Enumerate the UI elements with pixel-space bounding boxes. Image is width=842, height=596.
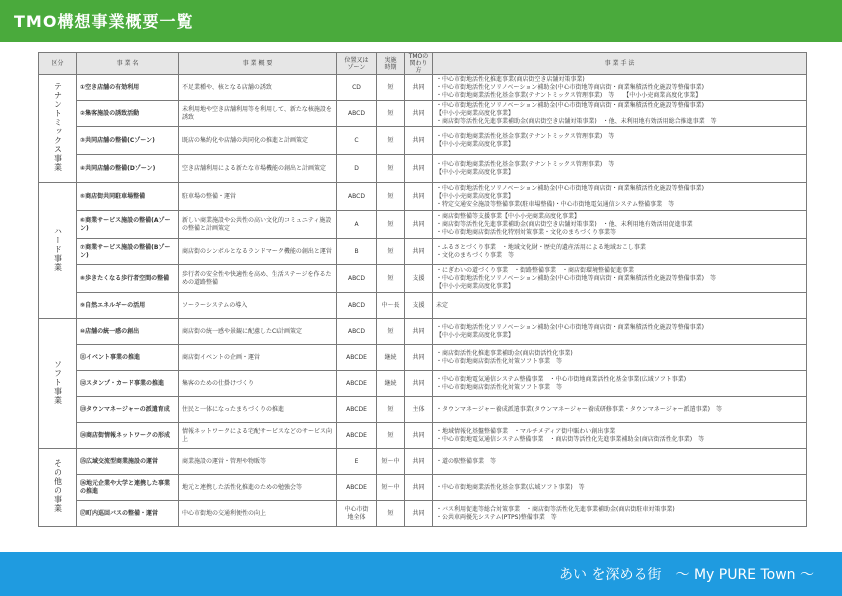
- table-row: [39, 239, 807, 265]
- project-summary-cell: 商業施設の運営・管理や物販等: [179, 449, 337, 475]
- table-row: [39, 127, 807, 155]
- project-summary-cell: 不足業種や、核となる店舗の誘致: [179, 75, 337, 101]
- location-cell: E: [337, 449, 377, 475]
- method-line: ・中心市街地電気通信システム整備事業 ・中心市街地商業活性化基金事業(広域ソフト事業): [436, 375, 687, 383]
- method-line: 【中小小売商業高度化事業】: [436, 331, 515, 339]
- method-line: ・特定交通安全施設等整備事業(駐車場整備)・中心市街地電気通信システム整備事業 等: [436, 200, 675, 208]
- table-header-row: [39, 53, 807, 75]
- project-name-cell: ⑩店舗の統一感の創出: [77, 319, 179, 345]
- method-cell: [433, 371, 807, 397]
- table-body: [39, 75, 807, 527]
- table-row: [39, 475, 807, 501]
- project-summary-cell: 既店の集約化や店舗の共同化の推進と計画策定: [179, 127, 337, 155]
- project-name-cell: ⑫スタンプ・カード事業の推進: [77, 371, 179, 397]
- tmo-role-cell: 共同: [405, 127, 433, 155]
- tmo-role-cell: 共同: [405, 101, 433, 127]
- timing-cell: 短: [377, 501, 405, 527]
- project-name-cell: ⑰町内巡回バスの整備・運営: [77, 501, 179, 527]
- col-header-tmo: TMOの 関わり方: [405, 53, 433, 75]
- tmo-role-cell: 共同: [405, 239, 433, 265]
- location-cell: ABCDE: [337, 345, 377, 371]
- project-name-cell: ⑦商業サービス施設の整備(Bゾーン): [77, 239, 179, 265]
- method-line: ・中心市街地商店街活性化対策ソフト事業 等: [436, 357, 563, 365]
- method-line: ・中心市街地商業活性化基金事業(テナントミックス管理事業) 等 【中小小売商業高度化事業】: [436, 91, 702, 99]
- project-summary-cell: 商店街のシンボルとなるランドマーク機能の創出と運営: [179, 239, 337, 265]
- tmo-role-cell: 共同: [405, 475, 433, 501]
- col-header-category: 区分: [39, 53, 77, 75]
- method-line: ・中心市街地商店街活性化特別対策事業・文化のまちづくり事業等: [436, 228, 616, 236]
- tmo-role-cell: 主体: [405, 397, 433, 423]
- method-line: 【中小小売商業高度化事業】: [436, 168, 515, 176]
- method-line: 【中小小売商業高度化事業】: [436, 109, 515, 117]
- project-name-cell: ⑬タウンマネージャーの派遣育成: [77, 397, 179, 423]
- method-line: ・商店街整備等支援事業【中小小売商業高度化事業】: [436, 212, 581, 220]
- table-row: [39, 397, 807, 423]
- project-name-cell: ⑤商店街共同駐車場整備: [77, 183, 179, 211]
- location-cell: 中心市街 地全体: [337, 501, 377, 527]
- location-cell: CD: [337, 75, 377, 101]
- project-name-cell: ⑭商店街情報ネットワークの形成: [77, 423, 179, 449]
- timing-cell: 短: [377, 127, 405, 155]
- timing-cell: 短: [377, 155, 405, 183]
- project-name-cell: ⑯地元企業や大学と連携した事業の推進: [77, 475, 179, 501]
- location-cell: ABCD: [337, 265, 377, 293]
- method-cell: [433, 475, 807, 501]
- tmo-role-cell: 共同: [405, 423, 433, 449]
- table-row: [39, 293, 807, 319]
- project-name-cell: ⑨自然エネルギーの活用: [77, 293, 179, 319]
- page-title: TMO構想事業概要一覧: [14, 12, 194, 31]
- tmo-role-cell: 共同: [405, 501, 433, 527]
- col-header-timing: 実施 時期: [377, 53, 405, 75]
- tmo-role-cell: 共同: [405, 75, 433, 101]
- method-line: ・中心市街地活性化ソリノベーション補助金(中心市街地等商店街・商業集積活性化施設等整備事業) 等: [436, 274, 716, 282]
- footer-slogan: あい を深める街 ～ My PURE Town ～: [559, 567, 814, 583]
- col-header-method: 事 業 手 法: [433, 53, 807, 75]
- method-line: 【中小小売商業高度化事業】: [436, 282, 515, 290]
- project-name-cell: ⑮広域交流型商業施設の運営: [77, 449, 179, 475]
- project-summary-cell: 空き店舗利用による新たな市場機能の創出と計画策定: [179, 155, 337, 183]
- method-line: ・中心市街地活性化ソリノベーション補助金(中心市街地等商店街・商業集積活性化施設等整備事業): [436, 83, 704, 91]
- tmo-role-cell: 支援: [405, 293, 433, 319]
- timing-cell: 短〜中: [377, 449, 405, 475]
- project-summary-cell: 情報ネットワークによる宅配サービスなどのサービス向上: [179, 423, 337, 449]
- project-name-cell: ④共同店舗の整備(Dゾーン): [77, 155, 179, 183]
- tmo-role-cell: 共同: [405, 155, 433, 183]
- table-row: [39, 75, 807, 101]
- method-line: ・中心市街地活性化ソリノベーション補助金(中心市街地等商店街・商業集積活性化施設等整備事業): [436, 184, 704, 192]
- location-cell: ABCDE: [337, 371, 377, 397]
- table-row: [39, 155, 807, 183]
- project-summary-cell: 未利用地や空き店舗利用等を利用して、新たな核施設を誘致: [179, 101, 337, 127]
- project-summary-cell: 住民と一体になったまちづくりの推進: [179, 397, 337, 423]
- timing-cell: 短: [377, 101, 405, 127]
- category-cell: [39, 319, 77, 449]
- category-label: ソフト事業: [53, 359, 63, 405]
- category-cell: [39, 183, 77, 319]
- header-bar: [0, 0, 842, 42]
- timing-cell: 継続: [377, 371, 405, 397]
- table-row: [39, 265, 807, 293]
- plan-table: [38, 52, 807, 527]
- method-cell: [433, 449, 807, 475]
- col-header-name: 事 業 名: [77, 53, 179, 75]
- table-row: [39, 371, 807, 397]
- category-label: その他の事業: [53, 459, 63, 513]
- project-name-cell: ②集客施設の誘致活動: [77, 101, 179, 127]
- timing-cell: 継続: [377, 345, 405, 371]
- location-cell: D: [337, 155, 377, 183]
- method-line: ・中心市街地商業活性化基金事業(テナントミックス管理事業) 等: [436, 160, 615, 168]
- location-cell: ABCD: [337, 293, 377, 319]
- location-cell: A: [337, 211, 377, 239]
- project-name-cell: ①空き店舗の有効利用: [77, 75, 179, 101]
- table-row: [39, 211, 807, 239]
- method-cell: [433, 423, 807, 449]
- location-cell: ABCD: [337, 183, 377, 211]
- category-cell: [39, 75, 77, 183]
- location-cell: ABCDE: [337, 423, 377, 449]
- timing-cell: 短: [377, 183, 405, 211]
- project-summary-cell: 集客のための仕掛けづくり: [179, 371, 337, 397]
- footer-bar: [0, 552, 842, 596]
- timing-cell: 短: [377, 423, 405, 449]
- timing-cell: 短〜中: [377, 475, 405, 501]
- method-line: 未定: [436, 301, 449, 309]
- method-line: ・中心市街地活性化ソリノベーション補助金(中心市街地等商店街・商業集積活性化施設等整備事業): [436, 323, 704, 331]
- timing-cell: 短: [377, 397, 405, 423]
- method-cell: [433, 293, 807, 319]
- category-cell: [39, 449, 77, 527]
- project-name-cell: ③共同店舗の整備(Cゾーン): [77, 127, 179, 155]
- timing-cell: 短: [377, 75, 405, 101]
- col-header-location: 位置又は ゾーン: [337, 53, 377, 75]
- timing-cell: 短: [377, 319, 405, 345]
- method-line: ・タウンマネージャー養成派遣事業(タウンマネージャー養成研修事業・タウンマネージャー派遣事業) 等: [436, 405, 722, 413]
- project-summary-cell: 駐車場の整備・運営: [179, 183, 337, 211]
- method-line: ・中心市街地商業活性化基金事業(広域ソフト事業) 等: [436, 483, 585, 491]
- method-line: ・公共車両優先システム(PTPS)整備事業 等: [436, 513, 557, 521]
- table-row: [39, 183, 807, 211]
- tmo-role-cell: 共同: [405, 345, 433, 371]
- table-row: [39, 319, 807, 345]
- table-row: [39, 345, 807, 371]
- method-line: ・商店街等活性化先進事業補助金(商店街空き店舗対策事業) ・他、未利用地有効活用促進事業: [436, 220, 693, 228]
- method-line: ・ふるさとづくり事業 ・地域文化財・歴史的遺産活用による地域おこし事業: [436, 243, 646, 251]
- method-line: 【中小小売商業高度化事業】: [436, 192, 515, 200]
- method-cell: [433, 319, 807, 345]
- method-line: ・中心市街地商店街活性化対策ソフト事業 等: [436, 383, 563, 391]
- location-cell: B: [337, 239, 377, 265]
- project-summary-cell: ソーラーシステムの導入: [179, 293, 337, 319]
- method-line: ・中心市街地活性化推進事業(商店街空き店舗対策事業): [436, 75, 585, 83]
- method-cell: [433, 75, 807, 101]
- location-cell: ABCDE: [337, 475, 377, 501]
- method-cell: [433, 239, 807, 265]
- method-cell: [433, 501, 807, 527]
- tmo-role-cell: 共同: [405, 183, 433, 211]
- method-line: ・道の駅整備事業 等: [436, 457, 497, 465]
- tmo-role-cell: 共同: [405, 319, 433, 345]
- table-row: [39, 449, 807, 475]
- tmo-role-cell: 共同: [405, 449, 433, 475]
- method-cell: [433, 211, 807, 239]
- tmo-role-cell: 支援: [405, 265, 433, 293]
- method-cell: [433, 397, 807, 423]
- table-row: [39, 423, 807, 449]
- method-cell: [433, 265, 807, 293]
- method-cell: [433, 155, 807, 183]
- method-line: ・バス利用促進等総合対策事業 ・商店街等活性化先進事業補助金(商店街駐車対策事業): [436, 505, 675, 513]
- timing-cell: 中〜長: [377, 293, 405, 319]
- location-cell: ABCD: [337, 101, 377, 127]
- project-summary-cell: 商店街の統一感や景観に配慮したCI計画策定: [179, 319, 337, 345]
- plan-table-wrapper: [38, 52, 806, 527]
- method-line: ・地域情報化基盤整備事業 ・マルチメディア街中賑わい創出事業: [436, 427, 616, 435]
- method-line: ・文化のまちづくり事業 等: [436, 251, 514, 259]
- timing-cell: 短: [377, 265, 405, 293]
- project-summary-cell: 地元と連携した活性化推進のための勉強会等: [179, 475, 337, 501]
- method-line: 【中小小売商業高度化事業】: [436, 140, 515, 148]
- method-cell: [433, 183, 807, 211]
- method-cell: [433, 101, 807, 127]
- timing-cell: 短: [377, 239, 405, 265]
- timing-cell: 短: [377, 211, 405, 239]
- location-cell: C: [337, 127, 377, 155]
- project-name-cell: ⑧歩きたくなる歩行者空間の整備: [77, 265, 179, 293]
- method-cell: [433, 345, 807, 371]
- project-summary-cell: 新しい商業施設や公共性の高い文化的コミュニティ施設の整備と計画策定: [179, 211, 337, 239]
- method-line: ・商店街等活性化先進事業補助金(商店街空き店舗対策事業) ・他、未利用地有効活用総合推進事業 等: [436, 117, 717, 125]
- project-name-cell: ⑥商業サービス施設の整備(Aゾーン): [77, 211, 179, 239]
- location-cell: ABCD: [337, 319, 377, 345]
- table-row: [39, 501, 807, 527]
- method-line: ・にぎわいの道づくり事業 ・街路整備事業 ・商店街環境整備促進事業: [436, 266, 635, 274]
- method-line: ・商店街活性化推進事業補助金(商店街活性化事業): [436, 349, 573, 357]
- project-name-cell: ⑪イベント事業の推進: [77, 345, 179, 371]
- col-header-summary: 事 業 概 要: [179, 53, 337, 75]
- project-summary-cell: 中心市街地の交通利便性の向上: [179, 501, 337, 527]
- tmo-role-cell: 共同: [405, 371, 433, 397]
- method-line: ・中心市街地商業活性化基金事業(テナントミックス管理事業) 等: [436, 132, 615, 140]
- category-label: テナントミックス事業: [53, 82, 63, 172]
- method-cell: [433, 127, 807, 155]
- table-row: [39, 101, 807, 127]
- method-line: ・中心市街地活性化ソリノベーション補助金(中心市街地等商店街・商業集積活性化施設等整備事業): [436, 101, 704, 109]
- category-label: ハード事業: [53, 226, 63, 272]
- method-line: ・中心市街地電気通信システム整備事業 ・商店街等活性化先進事業補助金(商店街活性化事業) 等: [436, 435, 705, 443]
- project-summary-cell: 歩行者の安全性や快適性を高め、生活ステージを作るための道路整備: [179, 265, 337, 293]
- tmo-role-cell: 共同: [405, 211, 433, 239]
- location-cell: ABCDE: [337, 397, 377, 423]
- project-summary-cell: 商店街イベントの企画・運営: [179, 345, 337, 371]
